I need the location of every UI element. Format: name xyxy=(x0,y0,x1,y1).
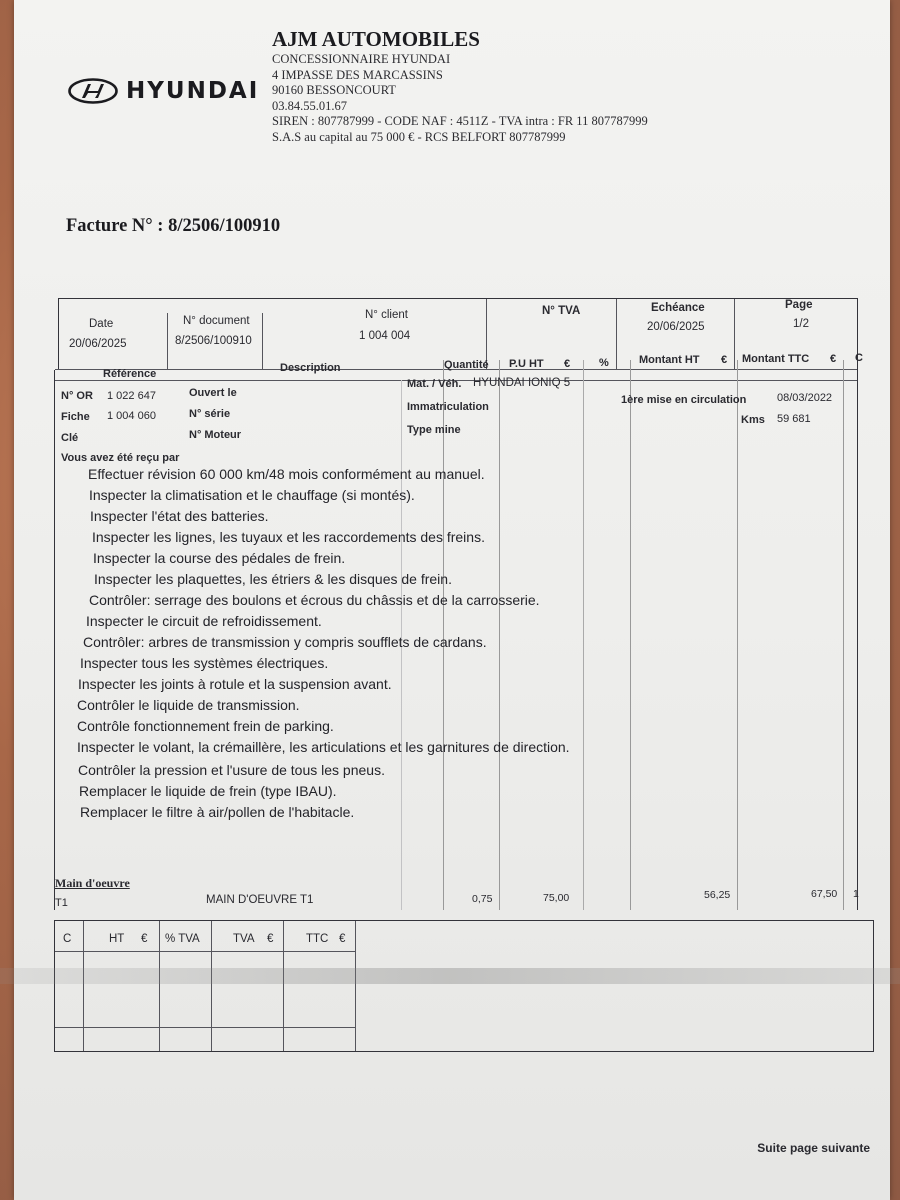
opened-label: Ouvert le xyxy=(189,387,237,399)
or-value: 1 022 647 xyxy=(107,390,156,402)
company-name: AJM AUTOMOBILES xyxy=(272,27,480,51)
received-by-label: Vous avez été reçu par xyxy=(61,452,180,464)
task-line: Inspecter la climatisation et le chauffage (si montés). xyxy=(89,487,415,503)
col-c: C xyxy=(855,352,863,364)
cle-label: Clé xyxy=(61,432,79,444)
col-montant-ht-unit: € xyxy=(721,354,728,366)
client-label: N° client xyxy=(365,309,408,321)
date-value: 20/06/2025 xyxy=(69,338,127,350)
circulation-label: 1ère mise en circulation xyxy=(621,394,747,406)
continued-notice: Suite page suivante xyxy=(757,1141,870,1155)
task-line: Inspecter les joints à rotule et la suspension avant. xyxy=(78,676,392,692)
company-line: 90160 BESSONCOURT xyxy=(272,83,396,97)
task-line: Effectuer révision 60 000 km/48 mois conformément au manuel. xyxy=(88,466,485,482)
page-value: 1/2 xyxy=(793,318,809,330)
task-line: Remplacer le liquide de frein (type IBAU). xyxy=(79,783,337,799)
page-label: Page xyxy=(785,299,813,311)
task-line: Contrôler: serrage des boulons et écrous du châssis et de la carrosserie. xyxy=(89,592,540,608)
labor-c: 1 xyxy=(853,888,859,900)
col-quantite: Quantité xyxy=(444,359,489,371)
col-description: Description xyxy=(280,362,341,374)
circulation-value: 08/03/2022 xyxy=(777,392,833,404)
totals-col-ttc: TTC xyxy=(306,933,329,945)
company-info xyxy=(272,26,648,145)
task-line: Contrôler le liquide de transmission. xyxy=(77,697,300,713)
labor-section-title: Main d'oeuvre xyxy=(55,876,130,890)
labor-amount-ht: 56,25 xyxy=(704,889,731,901)
document-value: 8/2506/100910 xyxy=(175,335,252,347)
fiche-value: 1 004 060 xyxy=(107,410,156,422)
task-line: Contrôler: arbres de transmission y compris soufflets de cardans. xyxy=(83,634,487,650)
moteur-label: N° Moteur xyxy=(189,429,242,441)
totals-col-ht-unit: € xyxy=(141,933,148,945)
labor-description: MAIN D'OEUVRE T1 xyxy=(206,894,314,906)
vehicle-value: HYUNDAI IONIQ 5 xyxy=(473,377,571,389)
col-divider xyxy=(630,360,631,910)
kms-value: 59 681 xyxy=(777,413,811,425)
col-reference: Référence xyxy=(103,368,157,380)
paper-fold-stain xyxy=(0,968,900,984)
invoice-page xyxy=(14,0,890,1200)
task-line: Contrôler la pression et l'usure de tous les pneus. xyxy=(78,762,385,778)
company-line: SIREN : 807787999 - CODE NAF : 4511Z - TVA intra : FR 11 807787999 xyxy=(272,114,648,128)
due-value: 20/06/2025 xyxy=(647,321,705,333)
invoice-number: Facture N° : 8/2506/100910 xyxy=(66,216,281,236)
labor-ref: T1 xyxy=(55,897,68,909)
company-line: 4 IMPASSE DES MARCASSINS xyxy=(272,67,443,82)
task-line: Inspecter le volant, la crémaillère, les articulations et les garnitures de direction. xyxy=(77,739,570,755)
labor-unit-price: 75,00 xyxy=(543,892,570,904)
totals-col-tva: TVA xyxy=(233,933,255,945)
col-pu-unit: € xyxy=(564,358,571,370)
task-line: Inspecter les plaquettes, les étriers & les disques de frein. xyxy=(94,571,452,587)
or-label: N° OR xyxy=(61,390,93,402)
task-line: Inspecter la course des pédales de frein. xyxy=(93,550,346,566)
col-montant-ht: Montant HT xyxy=(639,354,700,366)
task-line: Remplacer le filtre à air/pollen de l'habitacle. xyxy=(80,804,355,820)
task-line: Inspecter l'état des batteries. xyxy=(90,508,269,524)
invoice-lines-table xyxy=(54,352,863,910)
fiche-label: Fiche xyxy=(61,411,90,423)
serie-label: N° série xyxy=(189,408,231,420)
col-divider xyxy=(843,360,844,910)
labor-quantity: 0,75 xyxy=(472,893,493,905)
task-line: Inspecter les lignes, les tuyaux et les raccordements des freins. xyxy=(92,529,485,545)
totals-col-ht: HT xyxy=(109,933,125,945)
company-line: S.A.S au capital au 75 000 € - RCS BELFORT 807787999 xyxy=(272,129,566,144)
client-value: 1 004 004 xyxy=(359,330,411,342)
type-mine-label: Type mine xyxy=(407,424,461,436)
col-montant-ttc: Montant TTC xyxy=(742,353,810,365)
totals-col-ttc-unit: € xyxy=(339,933,346,945)
tva-label: N° TVA xyxy=(542,305,581,317)
company-line: CONCESSIONNAIRE HYUNDAI xyxy=(272,52,451,66)
hyundai-logo-icon xyxy=(68,78,118,104)
col-divider xyxy=(737,360,738,910)
date-label: Date xyxy=(89,318,114,330)
kms-label: Kms xyxy=(741,414,765,426)
col-divider xyxy=(499,360,500,910)
col-divider xyxy=(583,360,584,910)
labor-amount-ttc: 67,50 xyxy=(811,888,838,900)
totals-table xyxy=(54,920,874,1052)
totals-col-c: C xyxy=(63,933,72,945)
totals-col-pct-tva: % TVA xyxy=(165,933,200,945)
document-label: N° document xyxy=(183,315,250,327)
vehicle-label: Mat. / Véh. xyxy=(407,378,462,390)
col-pu: P.U HT xyxy=(509,358,544,370)
totals-col-tva-unit: € xyxy=(267,933,274,945)
immat-label: Immatriculation xyxy=(407,401,489,413)
brand-logo-text: HYUNDAI xyxy=(126,78,260,104)
task-line: Contrôle fonctionnement frein de parking. xyxy=(77,718,334,734)
col-percent: % xyxy=(599,357,609,369)
due-label: Echéance xyxy=(651,302,705,314)
company-line: 03.84.55.01.67 xyxy=(272,98,347,113)
task-line: Inspecter le circuit de refroidissement. xyxy=(86,613,322,629)
col-montant-ttc-unit: € xyxy=(830,353,837,365)
brand-logo xyxy=(68,78,259,104)
task-line: Inspecter tous les systèmes électriques. xyxy=(80,655,329,671)
